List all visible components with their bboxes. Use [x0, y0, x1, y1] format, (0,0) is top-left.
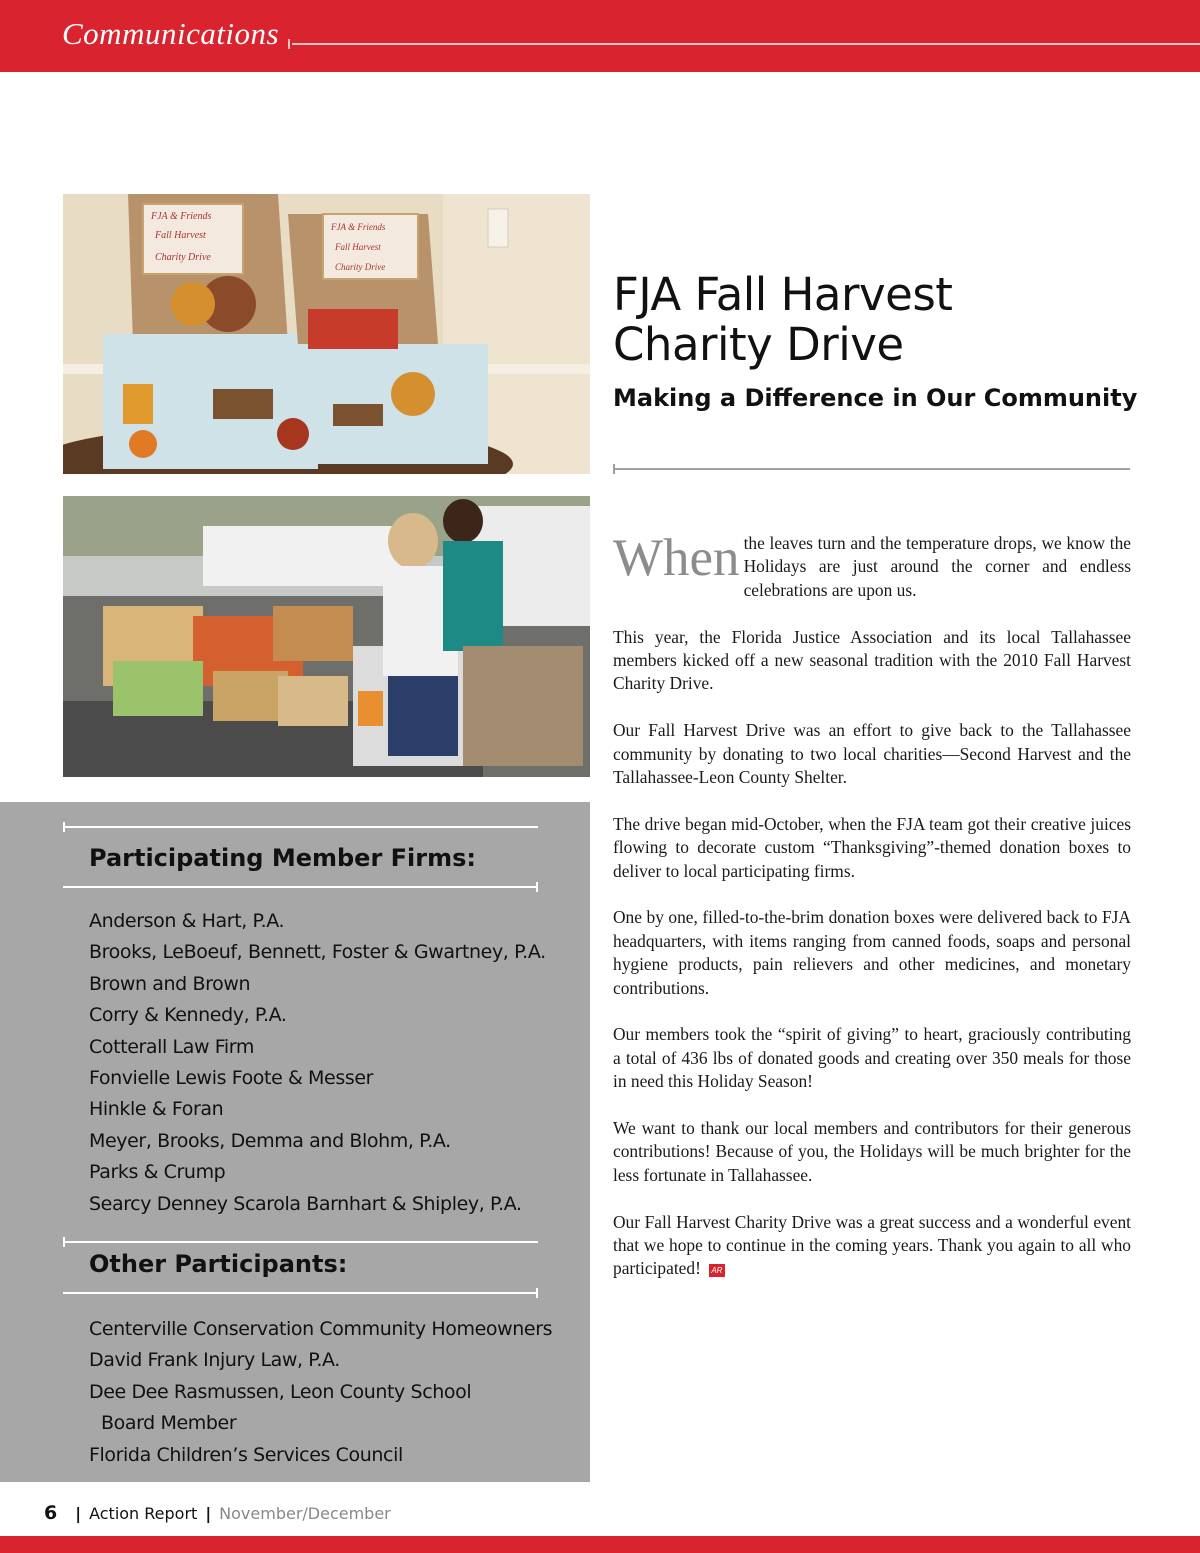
- action-report-end-badge: AR: [709, 1264, 725, 1277]
- article-subtitle: Making a Difference in Our Community: [613, 384, 1138, 412]
- page-footer: [44, 1502, 391, 1524]
- footer-separator: |: [205, 1504, 212, 1523]
- donation-boxes-photo: [63, 194, 590, 474]
- footer-separator: |: [75, 1504, 82, 1523]
- list-item: David Frank Injury Law, P.A.: [89, 1349, 340, 1372]
- article-paragraph: Our Fall Harvest Drive was an effort to give back to the Tallahassee community by donating to two local charities—Second Harvest and the Tallahassee-Leon County Shelter.: [613, 720, 1131, 788]
- article-paragraph: One by one, filled-to-the-brim donation boxes were delivered back to FJA headquarters, with items ranging from canned foods, soaps and personal hygiene products, pain relievers and other medicines, and monetary contributions.: [613, 907, 1131, 998]
- list-item: Searcy Denney Scarola Barnhart & Shipley, P.A.: [89, 1192, 522, 1215]
- list-item: Parks & Crump: [89, 1161, 226, 1184]
- article-paragraph: Our members took the “spirit of giving” to heart, graciously contributing a total of 436 lbs of donated goods and creating over 350 meals for those in need this Holiday Season!: [613, 1024, 1131, 1092]
- article-title-line-2: Charity Drive: [613, 318, 904, 371]
- other-participants-heading: Other Participants:: [89, 1250, 348, 1278]
- member-firms-heading: Participating Member Firms:: [89, 844, 476, 872]
- member-firms-list: [89, 906, 546, 1220]
- list-item: Dee Dee Rasmussen, Leon County School: [89, 1380, 472, 1403]
- sidebar-divider: [63, 1241, 538, 1243]
- list-item: Board Member: [101, 1412, 237, 1435]
- list-item: Anderson & Hart, P.A.: [89, 910, 285, 932]
- list-item: Florida Children’s Services Council: [89, 1443, 403, 1466]
- footer-bar: [0, 1536, 1200, 1553]
- list-item: Centerville Conservation Community Homeowners: [89, 1318, 553, 1340]
- list-item: Brooks, LeBoeuf, Bennett, Foster & Gwartney, P.A.: [89, 941, 546, 964]
- sidebar-divider: [63, 1292, 538, 1294]
- sidebar-divider: [63, 886, 538, 888]
- other-participants-list: [89, 1314, 552, 1471]
- header-divider: [292, 43, 1200, 45]
- article-paragraph: [613, 529, 1131, 602]
- list-item: Hinkle & Foran: [89, 1098, 224, 1121]
- article-paragraph: The drive began mid-October, when the FJA team got their creative juices flowing to decorate custom “Thanksgiving”-themed donation boxes to deliver to local participating firms.: [613, 813, 1131, 881]
- list-item: Cotterall Law Firm: [89, 1035, 254, 1058]
- article-title: [613, 270, 1173, 370]
- list-item: Fonvielle Lewis Foote & Messer: [89, 1066, 374, 1089]
- article-paragraph: This year, the Florida Justice Association and its local Tallahassee members kicked off a new seasonal tradition with the 2010 Fall Harvest Charity Drive.: [613, 626, 1131, 694]
- title-divider: [613, 468, 1130, 470]
- section-header-bar: [0, 0, 1200, 72]
- participants-sidebar: [0, 802, 590, 1482]
- sidebar-divider: [63, 826, 538, 828]
- box-sign-2-line1: FJA & Friends: [331, 222, 386, 232]
- page-number: 6: [44, 1502, 58, 1524]
- paragraph-text: the leaves turn and the temperature drops, we know the Holidays are just around the corner and endless celebrations are upon us.: [743, 533, 1131, 600]
- article-title-line-1: FJA Fall Harvest: [613, 268, 953, 321]
- list-item: Brown and Brown: [89, 972, 251, 995]
- article-paragraph: We want to thank our local members and contributors for their generous contributions! Because of you, the Holidays will be much brighter for the less fortunate in Tallahassee.: [613, 1118, 1131, 1185]
- box-sign-1-line2: Fall Harvest: [155, 230, 206, 241]
- list-item: Corry & Kennedy, P.A.: [89, 1004, 287, 1027]
- paragraph-text: Our Fall Harvest Charity Drive was a great success and a wonderful event that we hope to continue in the coming years. Thank you again to all who participated!: [613, 1211, 1131, 1279]
- article-paragraph: [613, 1211, 1131, 1281]
- truck-loading-photo: [63, 496, 590, 777]
- drop-cap-word: When: [613, 529, 740, 587]
- article-body: [613, 529, 1131, 1304]
- section-title: Communications: [62, 16, 280, 51]
- issue-period: November/December: [219, 1504, 391, 1523]
- list-item: Meyer, Brooks, Demma and Blohm, P.A.: [89, 1129, 451, 1152]
- box-sign-2-line3: Charity Drive: [335, 262, 386, 272]
- publication-name: Action Report: [89, 1504, 198, 1523]
- box-sign-1-line1: FJA & Friends: [151, 211, 212, 222]
- box-sign-1-line3: Charity Drive: [155, 252, 211, 263]
- box-sign-2-line2: Fall Harvest: [335, 242, 381, 252]
